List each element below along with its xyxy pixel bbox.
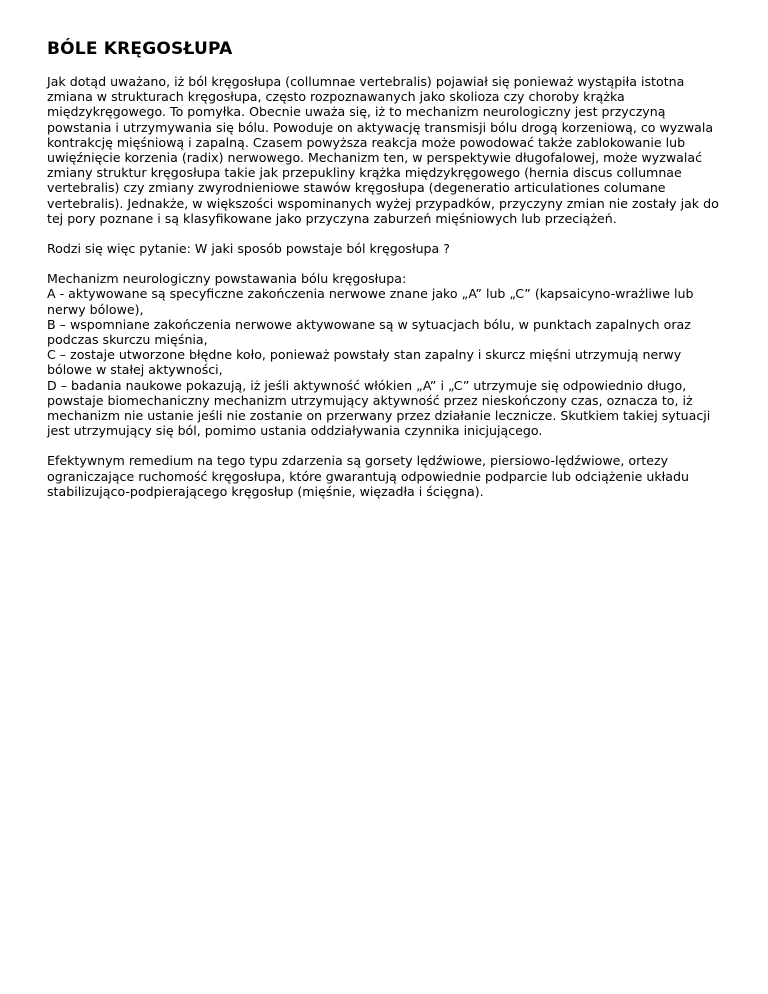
intro-paragraph: Jak dotąd uważano, iż ból kręgosłupa (collumnae vertebralis) pojawiał się ponieważ wystąpiła istotna zmiana w strukturach kręgosłupa, często rozpoznawanych jako skolioza czy choroby krążka międzykręgowego. To pomyłka. Obecnie uważa się, iż to mechanizm neurologiczny jest przyczyną powstania i utrzymywania się bólu. Powoduje on aktywację transmisji bólu drogą korzeniową, co wyzwala kontrakcję mięśniową i zapalną. Czasem powyższa reakcja może powodować także zablokowanie lub uwięźnięcie korzenia (radix) nerwowego. Mechanizm ten, w perspektywie długofalowej, może wyzwalać zmiany struktur kręgosłupa takie jak przepukliny krążka międzykręgowego (hernia discus collumnae vertebralis) czy zmiany zwyrodnieniowe stawów kręgosłupa (degeneratio articulationes columane vertebralis). Jednakże, w większości wspominanych wyżej przypadków, przyczyny zmian nie zostały jak do tej pory poznane i są klasyfikowane jako przyczyna zaburzeń mięśniowych lub przeciążeń. — [47, 74, 719, 226]
mechanism-paragraph — [47, 271, 725, 438]
document-page — [47, 36, 725, 514]
mechanism-item-d: D – badania naukowe pokazują, iż jeśli aktywność włókien „A” i „C” utrzymuje się odpowiednio długo, powstaje biomechaniczny mechanizm utrzymujący aktywność przez nieskończony czas, oznacza to, iż mechanizm nie ustanie jeśli nie zostanie on przerwany przez działanie lecznicze. Skutkiem takiej sytuacji jest utrzymujący się ból, pomimo ustania oddziaływania czynnika inicjującego. — [47, 377, 711, 439]
remedy-paragraph: Efektywnym remedium na tego typu zdarzenia są gorsety lędźwiowe, piersiowo-lędźwiowe, ortezy ograniczające ruchomość kręgosłupa, które gwarantują odpowiednie podparcie lub odciążenie układu stabilizująco-podpierającego kręgosłup (mięśnie, więzadła i ścięgna). — [47, 453, 689, 499]
question-paragraph: Rodzi się więc pytanie: W jaki sposób powstaje ból kręgosłupa ? — [47, 241, 450, 257]
mechanism-heading: Mechanizm neurologiczny powstawania bólu kręgosłupa: — [47, 271, 407, 287]
mechanism-item-c: C – zostaje utworzone błędne koło, ponieważ powstały stan zapalny i skurcz mięśni utrzymują nerwy bólowe w stałej aktywności, — [47, 347, 682, 378]
mechanism-item-a: A - aktywowane są specyficzne zakończenia nerwowe znane jako „A” lub „C” (kapsaicyno-wrażliwe lub nerwy bólowe), — [47, 286, 694, 317]
mechanism-item-b: B – wspomniane zakończenia nerwowe aktywowane są w sytuacjach bólu, w punktach zapalnych oraz podczas skurczu mięśnia, — [47, 316, 691, 348]
document-title: BÓLE KRĘGOSŁUPA — [47, 39, 233, 59]
